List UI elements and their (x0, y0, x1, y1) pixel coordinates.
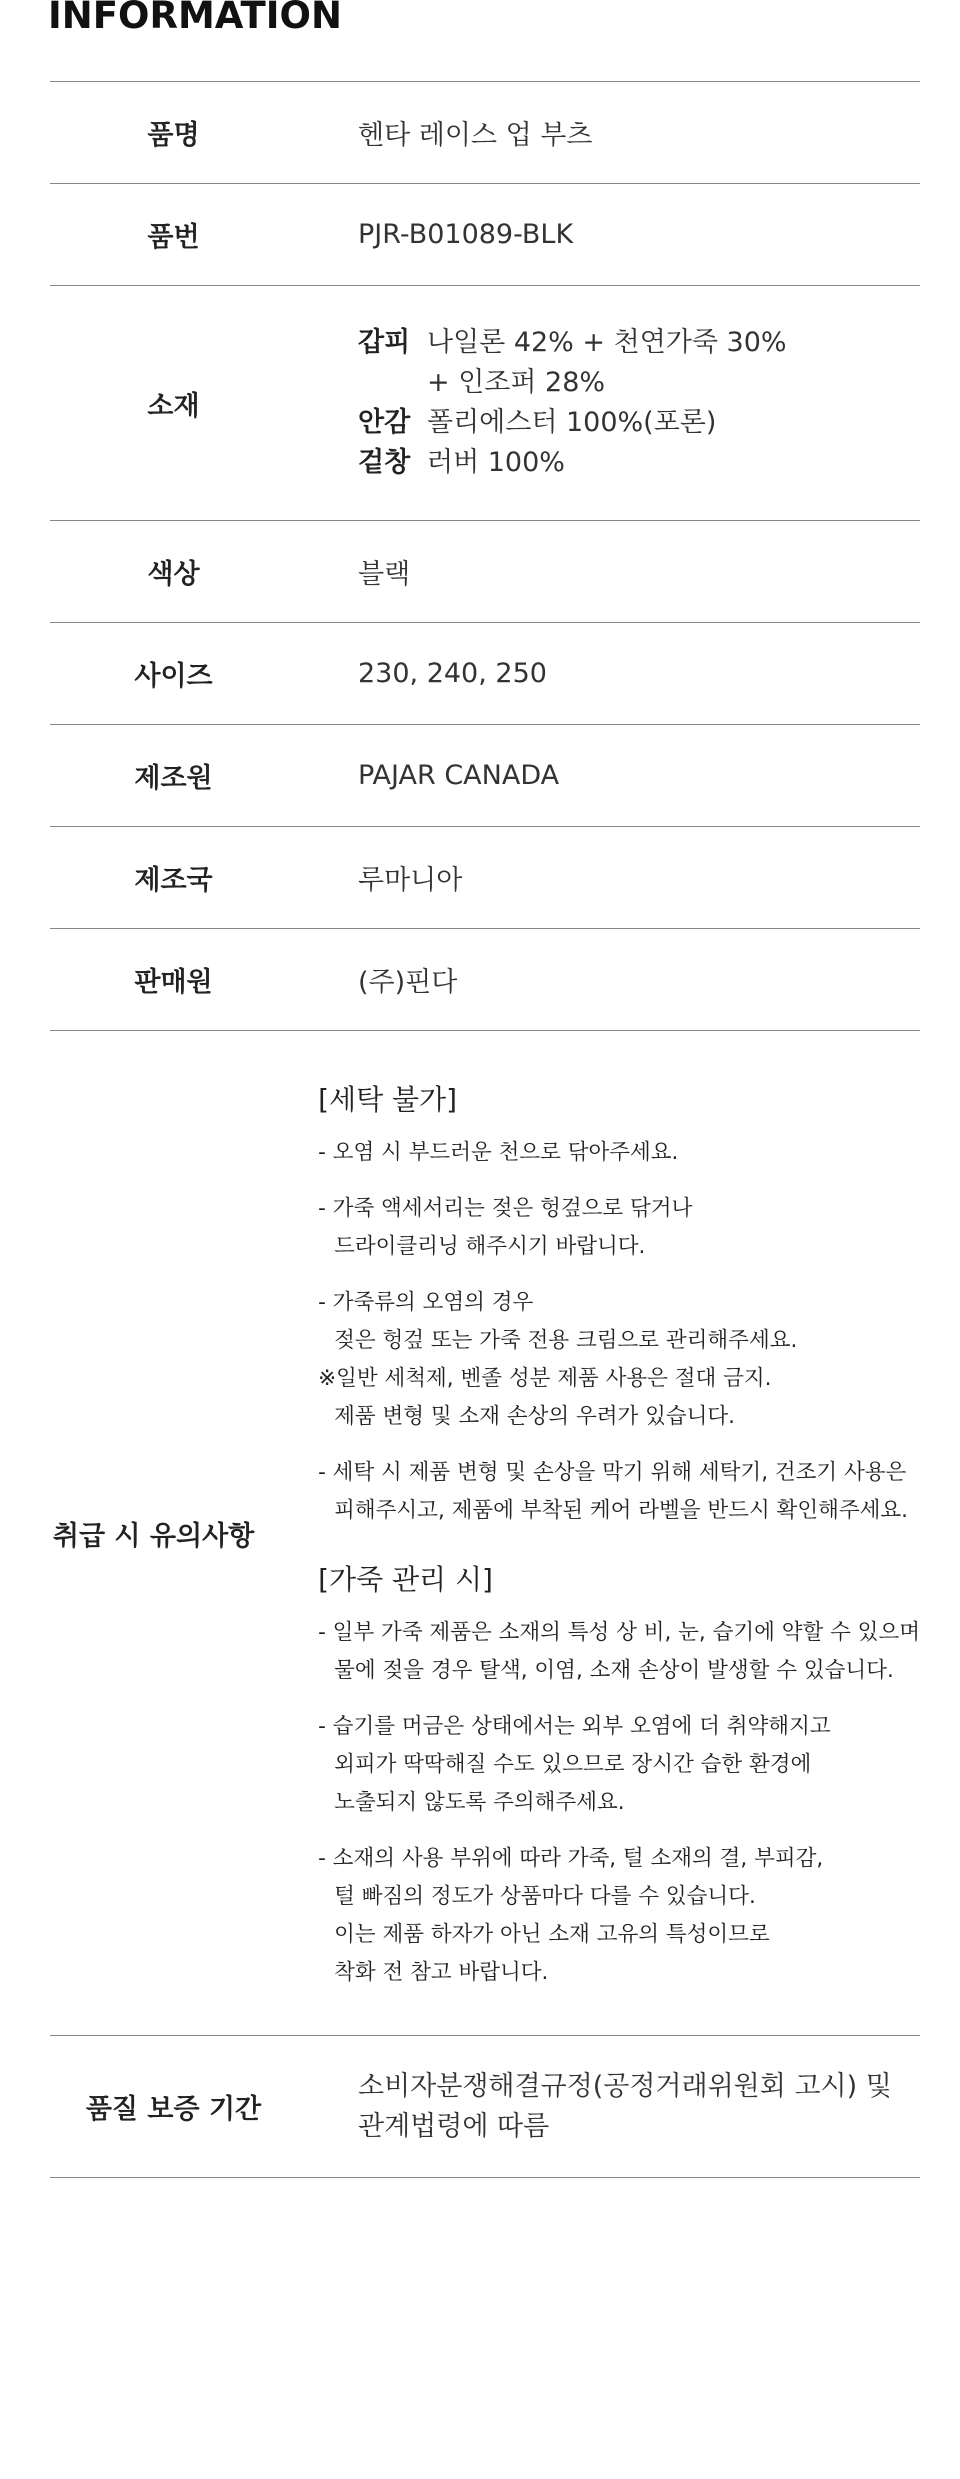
care-heading-wash: [세탁 불가] (318, 1083, 458, 1116)
value-country: 루마니아 (358, 865, 463, 896)
label-seller: 판매원 (134, 967, 213, 998)
material-lining-value: 폴리에스터 100%(포론) (427, 407, 717, 438)
row-seller (50, 928, 920, 1030)
care-wash-note: ※일반 세척제, 벤졸 성분 제품 사용은 절대 금지. 제품 변형 및 소재 손상의 우려가 있습니다. (318, 1366, 772, 1429)
material-upper-value: 나일론 42% + 천연가죽 30% (427, 327, 787, 358)
material-lining (358, 403, 787, 443)
value-maker: PAJAR CANADA (358, 760, 560, 791)
value-seller: (주)핀다 (358, 967, 458, 998)
care-wash-2: - 가죽 액세서리는 젖은 헝겊으로 닦거나 드라이클리닝 해주시기 바랍니다. (318, 1196, 693, 1259)
material-outsole-key: 겉창 (358, 447, 411, 478)
material-outsole (358, 443, 787, 483)
row-product-code (50, 183, 920, 285)
warranty-line-2: 관계법령에 따름 (358, 2110, 550, 2142)
row-maker (50, 724, 920, 826)
row-size (50, 622, 920, 724)
row-warranty (50, 2035, 920, 2178)
value-warranty (297, 2067, 892, 2147)
material-upper-value-cont: + 인조퍼 28% (427, 367, 606, 398)
value-care (257, 1038, 920, 2028)
label-color: 색상 (147, 559, 200, 590)
row-color (50, 520, 920, 622)
label-product-name: 품명 (147, 120, 200, 151)
value-color: 블랙 (358, 559, 411, 590)
value-material (297, 323, 787, 483)
label-product-code: 품번 (147, 222, 200, 253)
care-leather-1: - 일부 가죽 제품은 소재의 특성 상 비, 눈, 습기에 약할 수 있으며 물에 젖을 경우 탈색, 이염, 소재 손상이 발생할 수 있습니다. (318, 1620, 920, 1683)
care-wash-3: - 가죽류의 오염의 경우 젖은 헝겊 또는 가죽 전용 크림으로 관리해주세요. (318, 1290, 798, 1353)
care-heading-leather: [가죽 관리 시] (318, 1563, 493, 1596)
value-product-name: 헨타 레이스 업 부츠 (358, 120, 593, 151)
product-info-table (50, 81, 920, 2178)
page-title: INFORMATION (48, 0, 342, 37)
row-product-name (50, 81, 920, 183)
label-warranty: 품질 보증 기간 (85, 2094, 262, 2125)
label-country: 제조국 (134, 865, 213, 896)
care-wash-5: - 세탁 시 제품 변형 및 손상을 막기 위해 세탁기, 건조기 사용은 피해주시고, 제품에 부착된 케어 라벨을 반드시 확인해주세요. (318, 1460, 908, 1523)
row-care (50, 1030, 920, 2035)
row-country (50, 826, 920, 928)
care-leather-2: - 습기를 머금은 상태에서는 외부 오염에 더 취약해지고 외피가 딱딱해질 수도 있으므로 장시간 습한 환경에 노출되지 않도록 주의해주세요. (318, 1714, 831, 1815)
label-material: 소재 (147, 390, 200, 422)
care-wash-1: - 오염 시 부드러운 천으로 닦아주세요. (318, 1140, 679, 1165)
label-size: 사이즈 (134, 661, 213, 692)
material-upper (358, 323, 787, 363)
row-material (50, 285, 920, 520)
value-product-code: PJR-B01089-BLK (358, 219, 574, 250)
material-outsole-value: 러버 100% (427, 447, 565, 478)
material-upper-cont (358, 363, 787, 403)
value-size: 230, 240, 250 (358, 658, 547, 689)
material-lining-key: 안감 (358, 407, 411, 438)
care-leather-3: - 소재의 사용 부위에 따라 가죽, 털 소재의 결, 부피감, 털 빠짐의 정도가 상품마다 다를 수 있습니다. 이는 제품 하자가 아닌 소재 고유의 특성이므로 착화 전 참고 바랍니다. (318, 1846, 824, 1985)
label-maker: 제조원 (134, 763, 213, 794)
label-care: 취급 시 유의사항 (52, 1520, 255, 1552)
warranty-line-1: 소비자분쟁해결규정(공정거래위원회 고시) 및 (358, 2070, 892, 2102)
material-upper-key: 갑피 (358, 327, 411, 358)
